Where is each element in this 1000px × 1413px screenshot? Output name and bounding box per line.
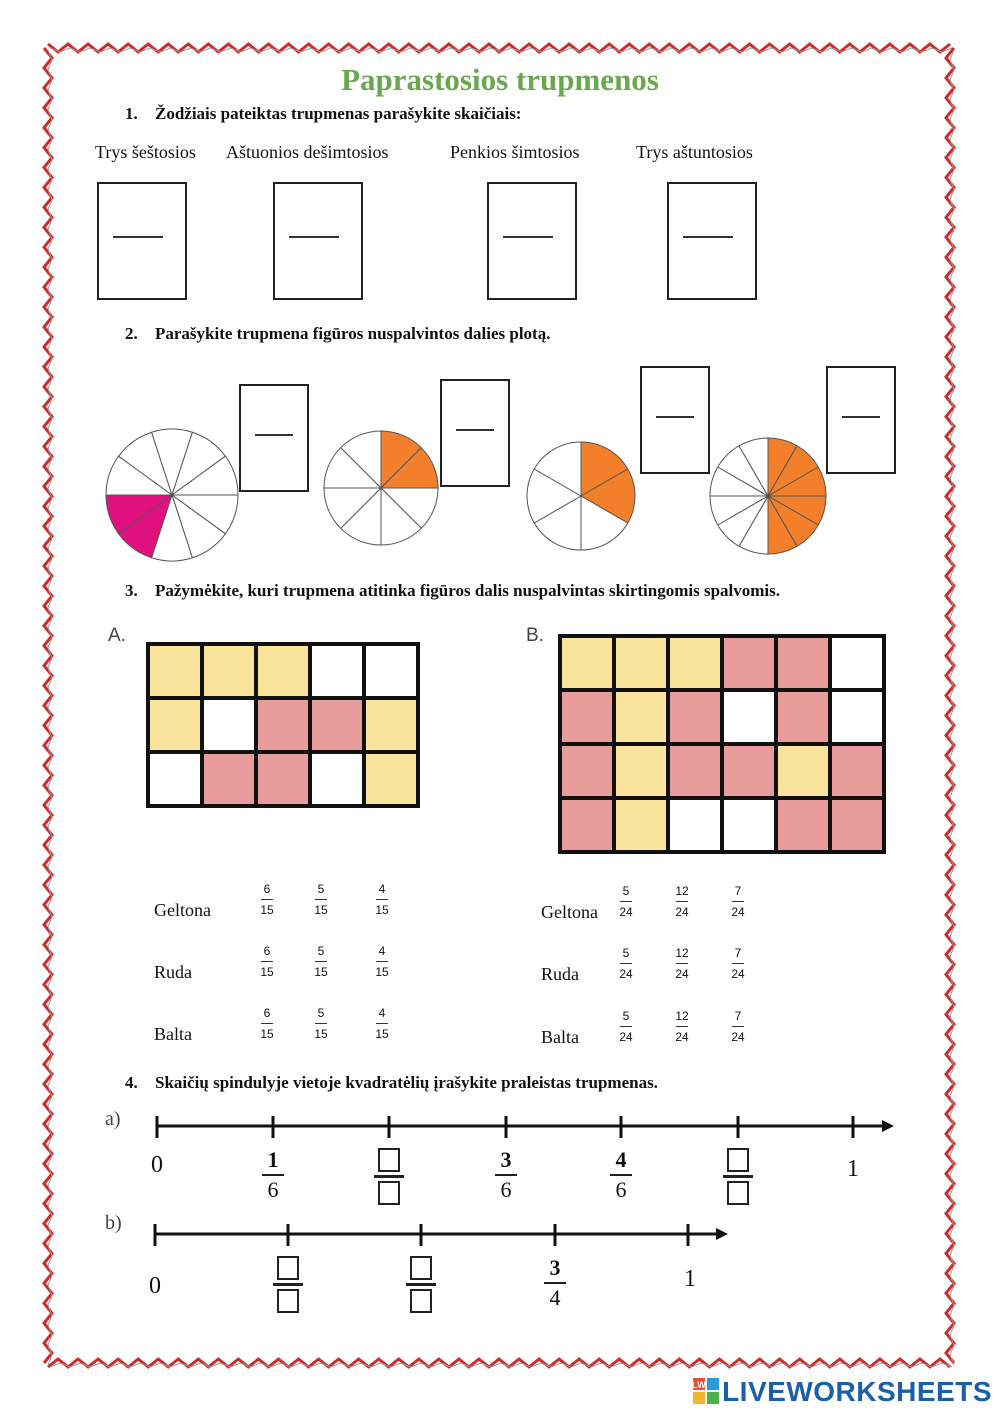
missing-fraction-box[interactable]: [406, 1256, 436, 1313]
grid-cell: [776, 690, 830, 744]
grid-b-label: B.: [526, 625, 544, 646]
fraction-label: 3 4: [540, 1256, 570, 1310]
liveworksheets-mark-icon: [693, 1378, 719, 1404]
border-zigzag-shadow: [48, 50, 52, 1365]
color-option-label: Geltona: [154, 900, 211, 920]
grid-cell: [776, 636, 830, 690]
grid-a: [144, 640, 420, 810]
question-1-heading: 1. Žodžiais pateiktas trupmenas parašykite skaičiais:: [125, 104, 522, 123]
q1-label: Aštuonios dešimtosios: [226, 142, 389, 162]
grid-cell: [668, 690, 722, 744]
grid-cell: [364, 698, 418, 752]
fraction-answer-box[interactable]: [487, 182, 577, 300]
zero-label: 0: [151, 1152, 163, 1178]
number-line-b-label: b): [105, 1212, 122, 1234]
grid-cell: [560, 798, 614, 852]
grid-cell: [830, 798, 884, 852]
fraction-answer-box[interactable]: [97, 182, 187, 300]
fraction-label: 3 6: [491, 1148, 521, 1202]
grid-cell: [256, 698, 310, 752]
grid-b: [556, 632, 888, 858]
color-option-label: Ruda: [541, 964, 579, 984]
grid-cell: [830, 636, 884, 690]
circle-figure: [527, 442, 635, 550]
fraction-answer-box[interactable]: [667, 182, 757, 300]
grid-cell: [776, 744, 830, 798]
grid-a-label: A.: [108, 625, 126, 646]
grid-cell: [148, 752, 202, 806]
grid-cell: [722, 636, 776, 690]
question-3-heading: 3. Pažymėkite, kuri trupmena atitinka figūros dalis nuspalvintas skirtingomis spalvomis.: [125, 581, 780, 600]
grid-cell: [202, 752, 256, 806]
q1-label: Penkios šimtosios: [450, 142, 580, 162]
grid-cell: [256, 644, 310, 698]
missing-fraction-box[interactable]: [374, 1148, 404, 1205]
fraction-answer-box[interactable]: [239, 384, 309, 492]
grid-cell: [722, 690, 776, 744]
one-label: 1: [684, 1266, 696, 1292]
grid-cell: [560, 636, 614, 690]
grid-cell: [310, 644, 364, 698]
svg-text:LW: LW: [693, 1380, 707, 1390]
color-option-label: Geltona: [541, 902, 598, 922]
grid-cell: [310, 752, 364, 806]
zero-label: 0: [149, 1273, 161, 1299]
grid-cell: [722, 744, 776, 798]
circle-figure: [106, 429, 238, 561]
missing-fraction-box[interactable]: [273, 1256, 303, 1313]
question-4-heading: 4. Skaičių spindulyje vietoje kvadratėlių įrašykite praleistas trupmenas.: [125, 1073, 658, 1092]
grid-cell: [668, 636, 722, 690]
liveworksheets-logo: LW LIVEWORKSHEETS: [693, 1376, 992, 1407]
number-line-a: [0, 1110, 1000, 1150]
grid-cell: [614, 690, 668, 744]
grid-cell: [148, 644, 202, 698]
grid-cell: [364, 644, 418, 698]
q1-label: Trys šeštosios: [95, 142, 196, 162]
question-2-heading: 2. Parašykite trupmena figūros nuspalvintos dalies plotą.: [125, 324, 551, 343]
color-option-label: Balta: [154, 1024, 192, 1044]
grid-cell: [830, 744, 884, 798]
grid-cell: [148, 698, 202, 752]
grid-cell: [668, 798, 722, 852]
grid-cell: [256, 752, 310, 806]
grid-cell: [668, 744, 722, 798]
arrow-head-icon: [716, 1228, 728, 1240]
number-line-a-label: a): [105, 1108, 121, 1130]
grid-cell: [202, 644, 256, 698]
grid-cell: [776, 798, 830, 852]
grid-cell: [310, 698, 364, 752]
circle-figure: [710, 438, 826, 554]
fraction-answer-box[interactable]: [273, 182, 363, 300]
grid-cell: [830, 690, 884, 744]
q1-label: Trys aštuntosios: [636, 142, 753, 162]
fraction-label: 1 6: [258, 1148, 288, 1202]
grid-cell: [560, 744, 614, 798]
grid-cell: [560, 690, 614, 744]
arrow-head-icon: [882, 1120, 894, 1132]
number-line-b: [0, 1218, 1000, 1258]
circle-figure: [324, 431, 438, 545]
fraction-label: 4 6: [606, 1148, 636, 1202]
grid-cell: [722, 798, 776, 852]
one-label: 1: [847, 1156, 859, 1182]
page-title: Paprastosios trupmenos: [341, 62, 659, 97]
grid-cell: [614, 744, 668, 798]
fraction-answer-box[interactable]: [826, 366, 896, 474]
fraction-answer-box[interactable]: [440, 379, 510, 487]
fraction-answer-box[interactable]: [640, 366, 710, 474]
missing-fraction-box[interactable]: [723, 1148, 753, 1205]
grid-cell: [364, 752, 418, 806]
grid-cell: [202, 698, 256, 752]
color-option-label: Ruda: [154, 962, 192, 982]
color-option-label: Balta: [541, 1027, 579, 1047]
grid-cell: [614, 798, 668, 852]
grid-cell: [614, 636, 668, 690]
